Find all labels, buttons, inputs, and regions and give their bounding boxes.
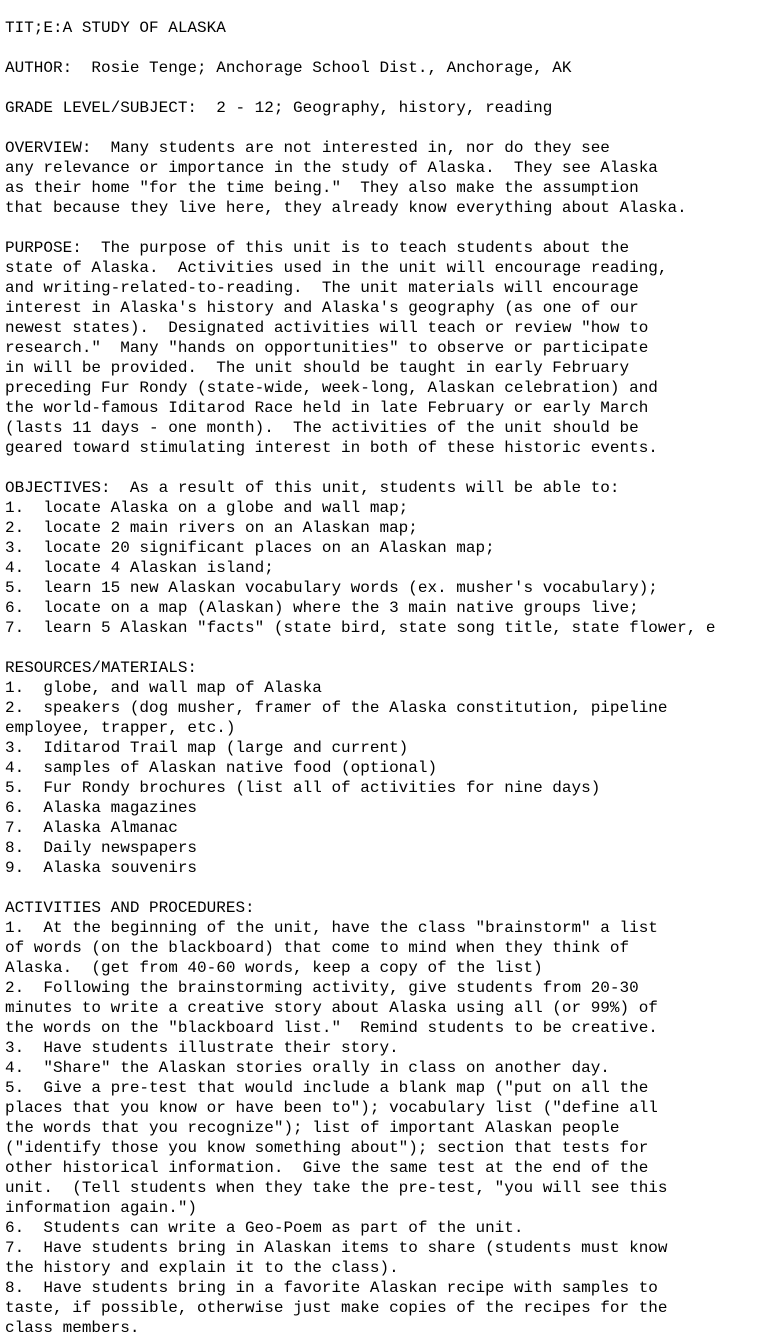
text-line: class members.	[5, 1319, 140, 1337]
text-line: ("identify those you know something about"); section that tests for	[5, 1139, 649, 1157]
text-line: any relevance or importance in the study of Alaska. They see Alaska	[5, 159, 658, 177]
text-line: 6. Students can write a Geo-Poem as part of the unit.	[5, 1219, 524, 1237]
text-line: the words that you recognize"); list of important Alaskan people	[5, 1119, 620, 1137]
text-line: 2. Following the brainstorming activity, give students from 20-30	[5, 979, 639, 997]
text-line: as their home "for the time being." They also make the assumption	[5, 179, 639, 197]
text-line: 8. Have students bring in a favorite Alaskan recipe with samples to	[5, 1279, 658, 1297]
text-line: 6. Alaska magazines	[5, 799, 198, 817]
text-line: AUTHOR: Rosie Tenge; Anchorage School Dist., Anchorage, AK	[5, 59, 572, 77]
text-line: PURPOSE: The purpose of this unit is to teach students about the	[5, 239, 630, 257]
blank-line	[5, 878, 768, 898]
text-line: and writing-related-to-reading. The unit materials will encourage	[5, 279, 639, 297]
text-line: Alaska. (get from 40-60 words, keep a copy of the list)	[5, 959, 543, 977]
blank-line	[5, 638, 768, 658]
text-line: 5. Fur Rondy brochures (list all of activities for nine days)	[5, 779, 601, 797]
text-line: 4. samples of Alaskan native food (optional)	[5, 759, 438, 777]
text-line: 5. learn 15 new Alaskan vocabulary words (ex. musher's vocabulary);	[5, 579, 658, 597]
text-line: 9. Alaska souvenirs	[5, 859, 198, 877]
text-line: 6. locate on a map (Alaskan) where the 3 main native groups live;	[5, 599, 639, 617]
text-line: 8. Daily newspapers	[5, 839, 198, 857]
text-line: other historical information. Give the same test at the end of the	[5, 1159, 649, 1177]
text-line: 4. locate 4 Alaskan island;	[5, 559, 274, 577]
blank-line	[5, 118, 768, 138]
blank-line	[5, 218, 768, 238]
text-line: 1. globe, and wall map of Alaska	[5, 679, 322, 697]
text-line: unit. (Tell students when they take the pre-test, "you will see this	[5, 1179, 668, 1197]
text-line: interest in Alaska's history and Alaska's geography (as one of our	[5, 299, 639, 317]
text-line: 4. "Share" the Alaskan stories orally in class on another day.	[5, 1059, 610, 1077]
text-line: 2. speakers (dog musher, framer of the Alaska constitution, pipeline	[5, 699, 668, 717]
text-line: 5. Give a pre-test that would include a blank map ("put on all the	[5, 1079, 649, 1097]
text-line: GRADE LEVEL/SUBJECT: 2 - 12; Geography, history, reading	[5, 99, 553, 117]
text-line: places that you know or have been to"); vocabulary list ("define all	[5, 1099, 658, 1117]
text-line: 2. locate 2 main rivers on an Alaskan map;	[5, 519, 418, 537]
text-line: information again.")	[5, 1199, 198, 1217]
text-line: 3. locate 20 significant places on an Alaskan map;	[5, 539, 495, 557]
text-line: 1. At the beginning of the unit, have the class "brainstorm" a list	[5, 919, 658, 937]
text-line: that because they live here, they already know everything about Alaska.	[5, 199, 687, 217]
text-line: of words (on the blackboard) that come to mind when they think of	[5, 939, 630, 957]
text-line: 7. learn 5 Alaskan "facts" (state bird, state song title, state flower, e	[5, 619, 716, 637]
text-line: in will be provided. The unit should be taught in early February	[5, 359, 630, 377]
text-line: ACTIVITIES AND PROCEDURES:	[5, 899, 255, 917]
text-line: taste, if possible, otherwise just make copies of the recipes for the	[5, 1299, 668, 1317]
text-line: research." Many "hands on opportunities" to observe or participate	[5, 339, 649, 357]
text-line: preceding Fur Rondy (state-wide, week-long, Alaskan celebration) and	[5, 379, 658, 397]
text-line: 7. Alaska Almanac	[5, 819, 178, 837]
text-line: 3. Have students illustrate their story.	[5, 1039, 399, 1057]
blank-line	[5, 78, 768, 98]
text-line: 1. locate Alaska on a globe and wall map;	[5, 499, 409, 517]
text-line: the history and explain it to the class).	[5, 1259, 399, 1277]
document-text	[5, 18, 768, 1338]
text-line: employee, trapper, etc.)	[5, 719, 236, 737]
text-line: OBJECTIVES: As a result of this unit, students will be able to:	[5, 479, 620, 497]
text-line: state of Alaska. Activities used in the unit will encourage reading,	[5, 259, 668, 277]
text-line: 7. Have students bring in Alaskan items to share (students must know	[5, 1239, 668, 1257]
text-line: newest states). Designated activities will teach or review "how to	[5, 319, 649, 337]
text-line: TIT;E:A STUDY OF ALASKA	[5, 19, 226, 37]
text-line: the words on the "blackboard list." Remind students to be creative.	[5, 1019, 658, 1037]
text-line: 3. Iditarod Trail map (large and current)	[5, 739, 409, 757]
text-line: (lasts 11 days - one month). The activities of the unit should be	[5, 419, 639, 437]
text-line: RESOURCES/MATERIALS:	[5, 659, 198, 677]
text-line: OVERVIEW: Many students are not interested in, nor do they see	[5, 139, 610, 157]
text-line: minutes to write a creative story about Alaska using all (or 99%) of	[5, 999, 658, 1017]
text-line: geared toward stimulating interest in both of these historic events.	[5, 439, 658, 457]
blank-line	[5, 458, 768, 478]
blank-line	[5, 38, 768, 58]
text-line: the world-famous Iditarod Race held in late February or early March	[5, 399, 649, 417]
